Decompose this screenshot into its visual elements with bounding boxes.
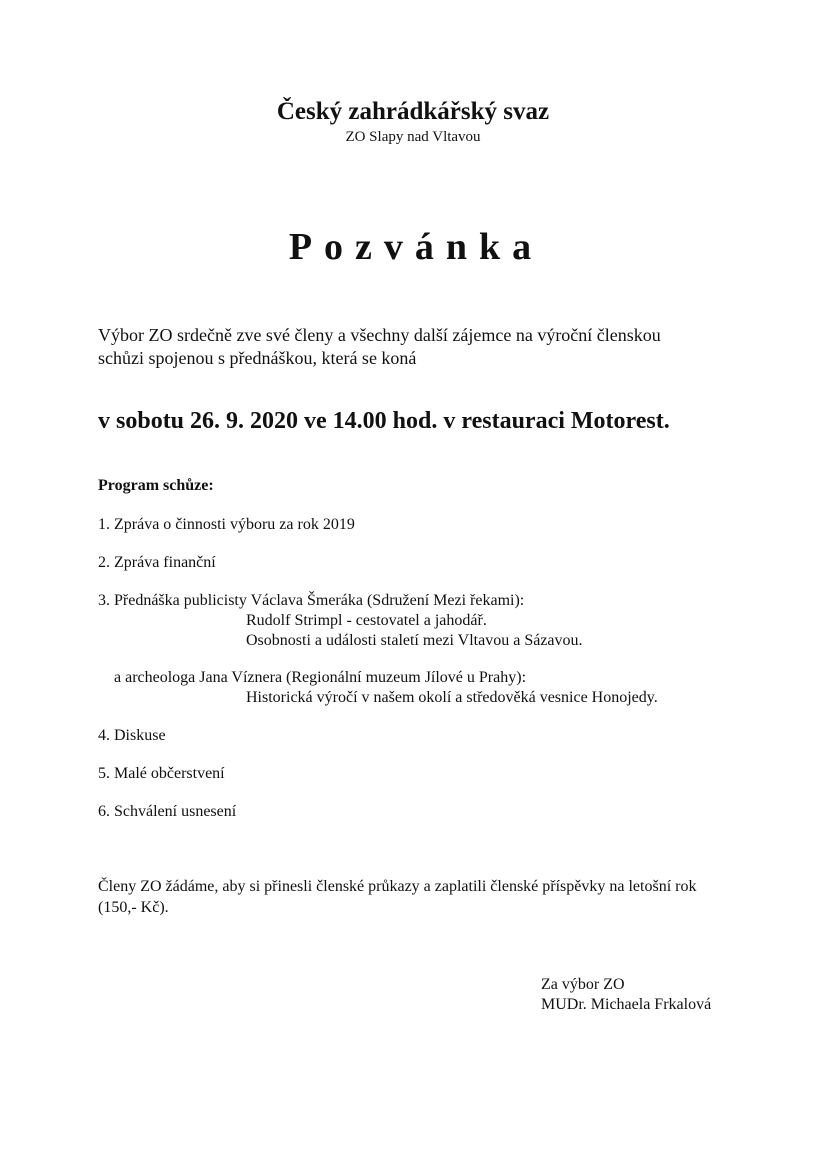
program-item-3-topic-2: Osobnosti a události staletí mezi Vltavou a Sázavou. [246, 632, 583, 649]
program-item-3-second-speaker: a archeologa Jana Víznera (Regionální muzeum Jílové u Prahy): [114, 669, 527, 686]
organization-name: Český zahrádkářský svaz [276, 98, 550, 125]
program-item-3: 3. Přednáška publicisty Václava Šmeráka (Sdružení Mezi řekami): [98, 592, 525, 609]
membership-note [98, 876, 696, 918]
program-item-5: 5. Malé občerstvení [98, 765, 225, 782]
event-details: v sobotu 26. 9. 2020 ve 14.00 hod. v restauraci Motorest. [98, 408, 670, 434]
program-item-4: 4. Diskuse [98, 727, 166, 744]
signature-role: Za výbor ZO [541, 976, 625, 993]
signature-name: MUDr. Michaela Frkalová [541, 996, 712, 1013]
note-line-2: (150,- Kč). [98, 899, 169, 916]
program-item-3-topic-1: Rudolf Strimpl - cestovatel a jahodář. [246, 612, 487, 629]
program-item-2: 2. Zpráva finanční [98, 554, 216, 571]
program-item-3-second-topic: Historická výročí v našem okolí a středověká vesnice Honojedy. [246, 689, 658, 706]
program-item-1: 1. Zpráva o činnosti výboru za rok 2019 [98, 516, 355, 533]
note-line-1: Členy ZO žádáme, aby si přinesli členské průkazy a zaplatili členské příspěvky na letošní rok [98, 878, 697, 895]
document-title: Pozvánka [288, 226, 544, 268]
intro-line-2: schůzi spojenou s přednáškou, která se koná [98, 348, 417, 368]
intro-paragraph [98, 324, 661, 370]
program-item-6: 6. Schválení usnesení [98, 803, 237, 820]
intro-line-1: Výbor ZO srdečně zve své členy a všechny další zájemce na výroční členskou [98, 325, 661, 345]
program-heading: Program schůze: [98, 477, 214, 494]
organization-branch: ZO Slapy nad Vltavou [345, 129, 481, 145]
